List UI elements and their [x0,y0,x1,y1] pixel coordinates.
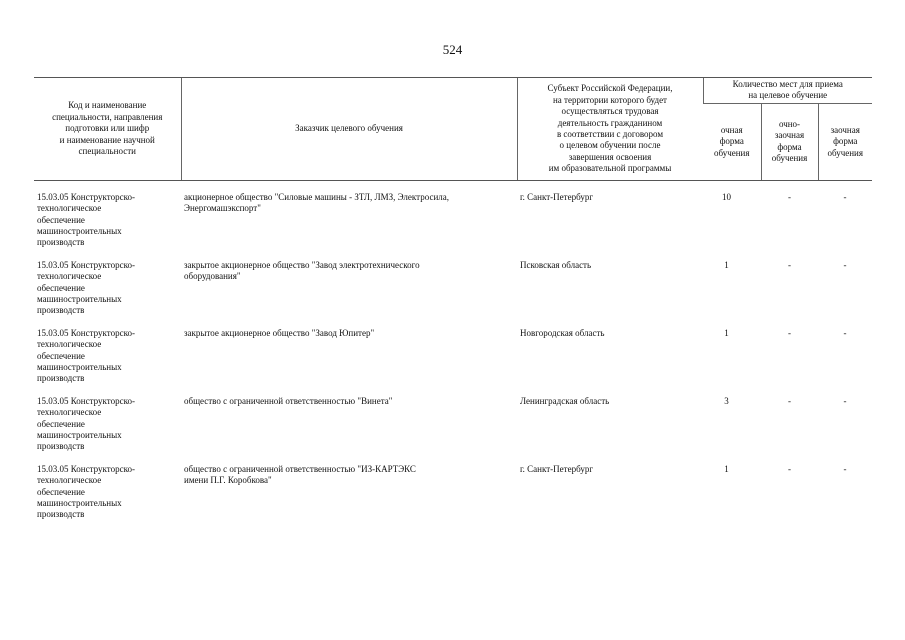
header-customer: Заказчик целевого обучения [181,78,517,181]
row-customer: закрытое акционерное общество "Завод электротехнического оборудования" [184,259,420,282]
header-mixed-form: очно- заочная форма обучения [761,103,818,180]
row-mixed-count: - [788,327,791,338]
row-part-time-count: - [843,327,847,338]
row-full-time-count: 3 [724,395,729,406]
row-region: Ленинградская область [520,395,610,406]
row-part-time-count: - [843,191,847,202]
header-region: Субъект Российской Федерации, на территории которого будет осуществляться трудовая деятельность гражданином в соответствии с договором о целевом обучении после завершения освоения им образовательной программы [517,78,703,181]
row-customer: закрытое акционерное общество "Завод Юпитер" [184,327,375,338]
row-part-time-count: - [843,395,847,406]
table-row [34,192,872,260]
row-specialty-code: 15.03.05 Конструкторско- технологическое обеспечение машиностроительных производств [37,327,136,384]
row-mixed-count: - [788,395,791,406]
row-specialty-code: 15.03.05 Конструкторско- технологическое обеспечение машиностроительных производств [37,191,136,248]
row-region: г. Санкт-Петербург [520,191,594,202]
header-full-time: очная форма обучения [703,103,761,180]
table-body [34,180,872,532]
row-customer: общество с ограниченной ответственностью "ИЗ-КАРТЭКС имени П.Г. Коробкова" [184,463,416,486]
header-part-time: заочная форма обучения [818,103,872,180]
table-header [34,78,872,181]
table-row [34,464,872,532]
row-full-time-count: 1 [724,259,729,270]
row-mixed-count: - [788,259,791,270]
row-part-time-count: - [843,259,847,270]
row-specialty-code: 15.03.05 Конструкторско- технологическое обеспечение машиностроительных производств [37,395,136,452]
row-customer: акционерное общество "Силовые машины - ЗТЛ, ЛМЗ, Электросила, Энергомашэкспорт" [184,191,449,214]
row-mixed-count: - [788,191,791,202]
page-number: 524 [442,42,463,57]
header-places-count: Количество мест для приема на целевое обучение [703,78,872,104]
row-region: г. Санкт-Петербург [520,463,594,474]
table-row [34,396,872,464]
row-mixed-count: - [788,463,791,474]
table-row [34,328,872,396]
row-specialty-code: 15.03.05 Конструкторско- технологическое обеспечение машиностроительных производств [37,259,136,316]
row-full-time-count: 1 [724,327,729,338]
row-customer: общество с ограниченной ответственностью "Винета" [184,395,393,406]
row-part-time-count: - [843,463,847,474]
row-region: Псковская область [520,259,592,270]
row-specialty-code: 15.03.05 Конструкторско- технологическое обеспечение машиностроительных производств [37,463,136,520]
header-specialty-code: Код и наименование специальности, направления подготовки или шифр и наименование научной специальности [34,78,181,181]
row-region: Новгородская область [520,327,605,338]
target-training-quota-table [34,77,872,532]
table-row [34,260,872,328]
row-full-time-count: 10 [722,191,731,202]
row-full-time-count: 1 [724,463,729,474]
